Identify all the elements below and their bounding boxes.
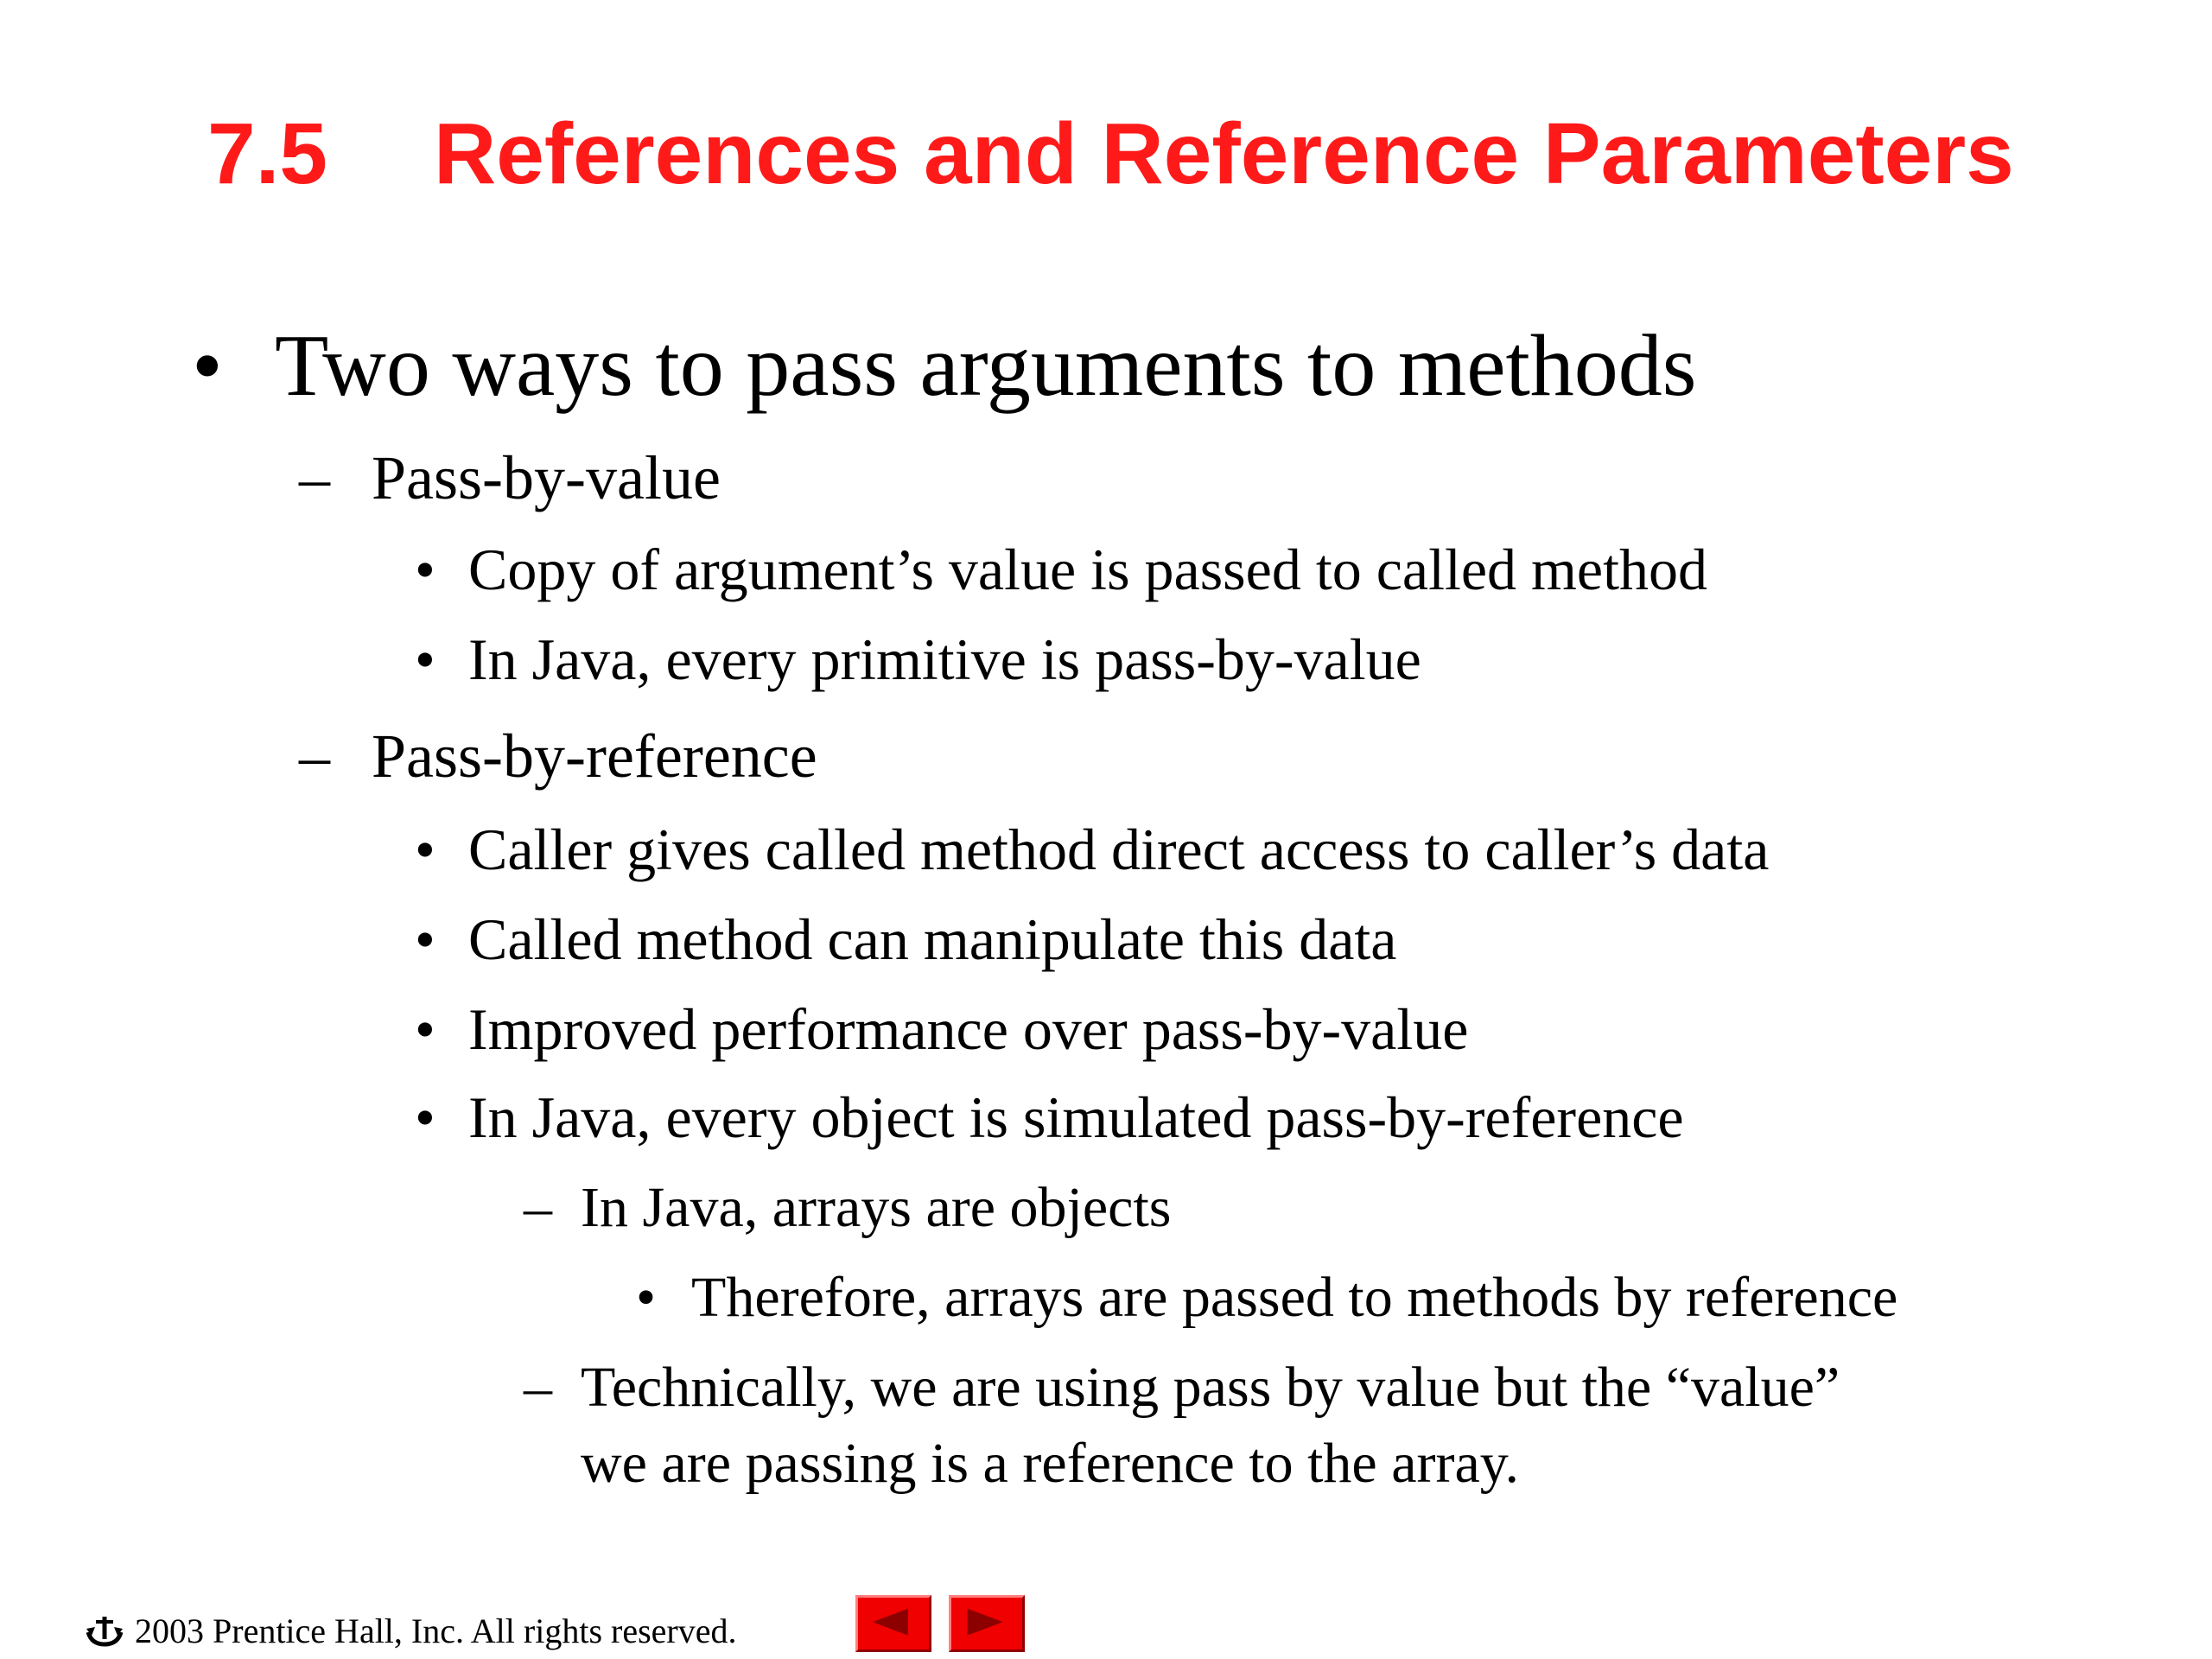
copyright-icon	[85, 1613, 124, 1648]
bullet-marker: •	[415, 537, 435, 602]
previous-slide-button[interactable]	[855, 1595, 931, 1652]
main-bullet: Two ways to pass arguments to methods	[275, 317, 1697, 415]
dash-marker: –	[299, 443, 330, 512]
list-item-continuation: we are passing is a reference to the array.	[581, 1432, 1519, 1495]
footer	[85, 1611, 736, 1652]
bullet-marker: •	[636, 1266, 657, 1329]
pass-by-value-heading: Pass-by-value	[372, 443, 721, 512]
slide-title	[207, 102, 2014, 206]
list-item: In Java, arrays are objects	[581, 1176, 1172, 1239]
arrow-left-icon	[858, 1598, 929, 1649]
bullet-marker: •	[192, 317, 223, 415]
title-text: References and Reference Parameters	[434, 105, 2014, 202]
section-number: 7.5	[207, 105, 328, 202]
list-item: In Java, every primitive is pass-by-value	[468, 626, 1421, 692]
dash-marker: –	[299, 721, 330, 791]
arrow-right-icon	[951, 1598, 1022, 1649]
copyright-text: 2003 Prentice Hall, Inc. All rights reserved.	[135, 1611, 737, 1650]
bullet-marker: •	[415, 996, 435, 1062]
bullet-marker: •	[415, 626, 435, 692]
list-item: Called method can manipulate this data	[468, 906, 1397, 972]
list-item: Technically, we are using pass by value but the “value”	[581, 1356, 1840, 1419]
bullet-marker: •	[415, 817, 435, 882]
dash-marker: –	[524, 1176, 552, 1239]
list-item: Therefore, arrays are passed to methods by reference	[691, 1266, 1898, 1329]
list-item: Copy of argument’s value is passed to called method	[468, 537, 1708, 602]
dash-marker: –	[524, 1356, 552, 1419]
next-slide-button[interactable]	[949, 1595, 1025, 1652]
bullet-marker: •	[415, 1084, 435, 1150]
pass-by-reference-heading: Pass-by-reference	[372, 721, 817, 791]
list-item: Improved performance over pass-by-value	[468, 996, 1469, 1062]
list-item: Caller gives called method direct access to caller’s data	[468, 817, 1770, 882]
list-item: In Java, every object is simulated pass-by-reference	[468, 1084, 1684, 1150]
bullet-marker: •	[415, 906, 435, 972]
